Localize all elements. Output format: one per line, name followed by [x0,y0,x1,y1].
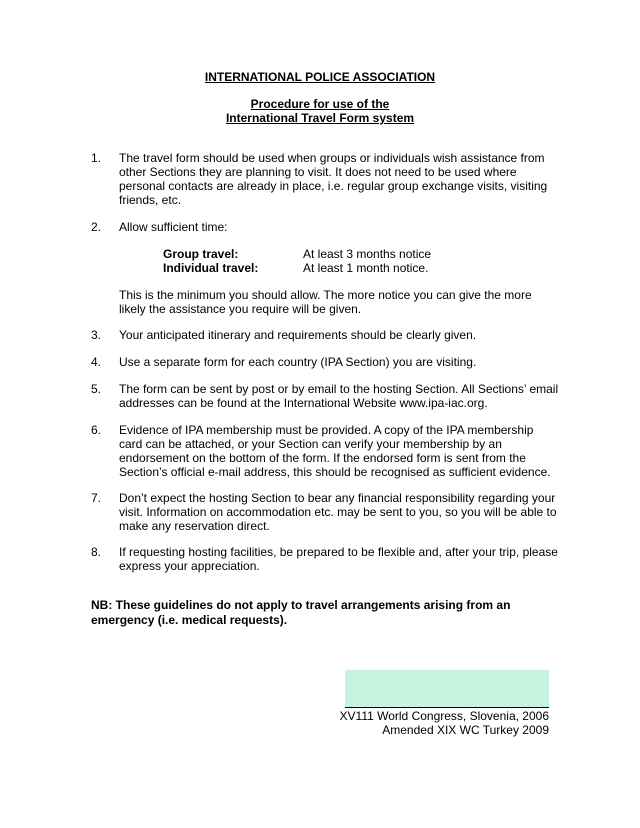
item-text: Evidence of IPA membership must be provided. A copy of the IPA membership card can be attached, or your Section can verify your membership by an endorsement on the bottom of the form. If the endorsed form is sent from the Section’s official e-mail address, this should be recognised as sufficient evidence. [119,423,551,479]
item-text: The travel form should be used when groups or individuals wish assistance from other Sections they are planning to visit. It does not need to be used where personal contacts are already in place, i.e. regular group exchange visits, visiting friends, etc. [119,151,548,207]
item-number: 2. [91,220,102,234]
item-number: 3. [91,328,102,342]
notice-row-individual [163,261,523,275]
item-text: Use a separate form for each country (IPA Section) you are visiting. [119,355,477,369]
item-number: 4. [91,355,102,369]
item-text: Allow sufficient time: [119,220,228,234]
item-number: 5. [91,382,102,396]
notice-label: Individual travel: [163,261,259,275]
notice-value: At least 3 months notice [303,247,432,261]
item-number: 1. [91,151,102,165]
notice-value: At least 1 month notice. [303,261,429,275]
item-number: 8. [91,545,102,559]
item-number: 6. [91,423,102,437]
item-number: 7. [91,491,102,505]
footer-line-2: Amended XIX WC Turkey 2009 [382,723,549,737]
document-subtitle [0,97,640,125]
signature-box [345,670,549,708]
item-text: If requesting hosting facilities, be prepared to be flexible and, after your trip, please express your appreciation. [119,545,558,573]
item-text: Don’t expect the hosting Section to bear any financial responsibility regarding your visit. Information on accommodation etc. may be sent to you, so you will be able to make any reservation direct. [119,491,557,533]
item-text: Your anticipated itinerary and requirements should be clearly given. [119,328,477,342]
document-title: INTERNATIONAL POLICE ASSOCIATION [204,70,436,84]
nb-notice: NB: These guidelines do not apply to travel arrangements arising from an emergency (i.e. medical requests). [91,598,511,627]
notice-row-group [163,247,523,261]
subtitle-line-1: Procedure for use of the [250,97,390,111]
item-2-note: This is the minimum you should allow. The more notice you can give the more likely the assistance you require will be given. [119,288,532,316]
notice-label: Group travel: [163,247,239,261]
footer-line-1: XV111 World Congress, Slovenia, 2006 [339,709,549,723]
item-text: The form can be sent by post or by email to the hosting Section. All Sections’ email addresses can be found at the International Website www.ipa-iac.org. [119,382,559,410]
subtitle-line-2: International Travel Form system [225,111,415,125]
